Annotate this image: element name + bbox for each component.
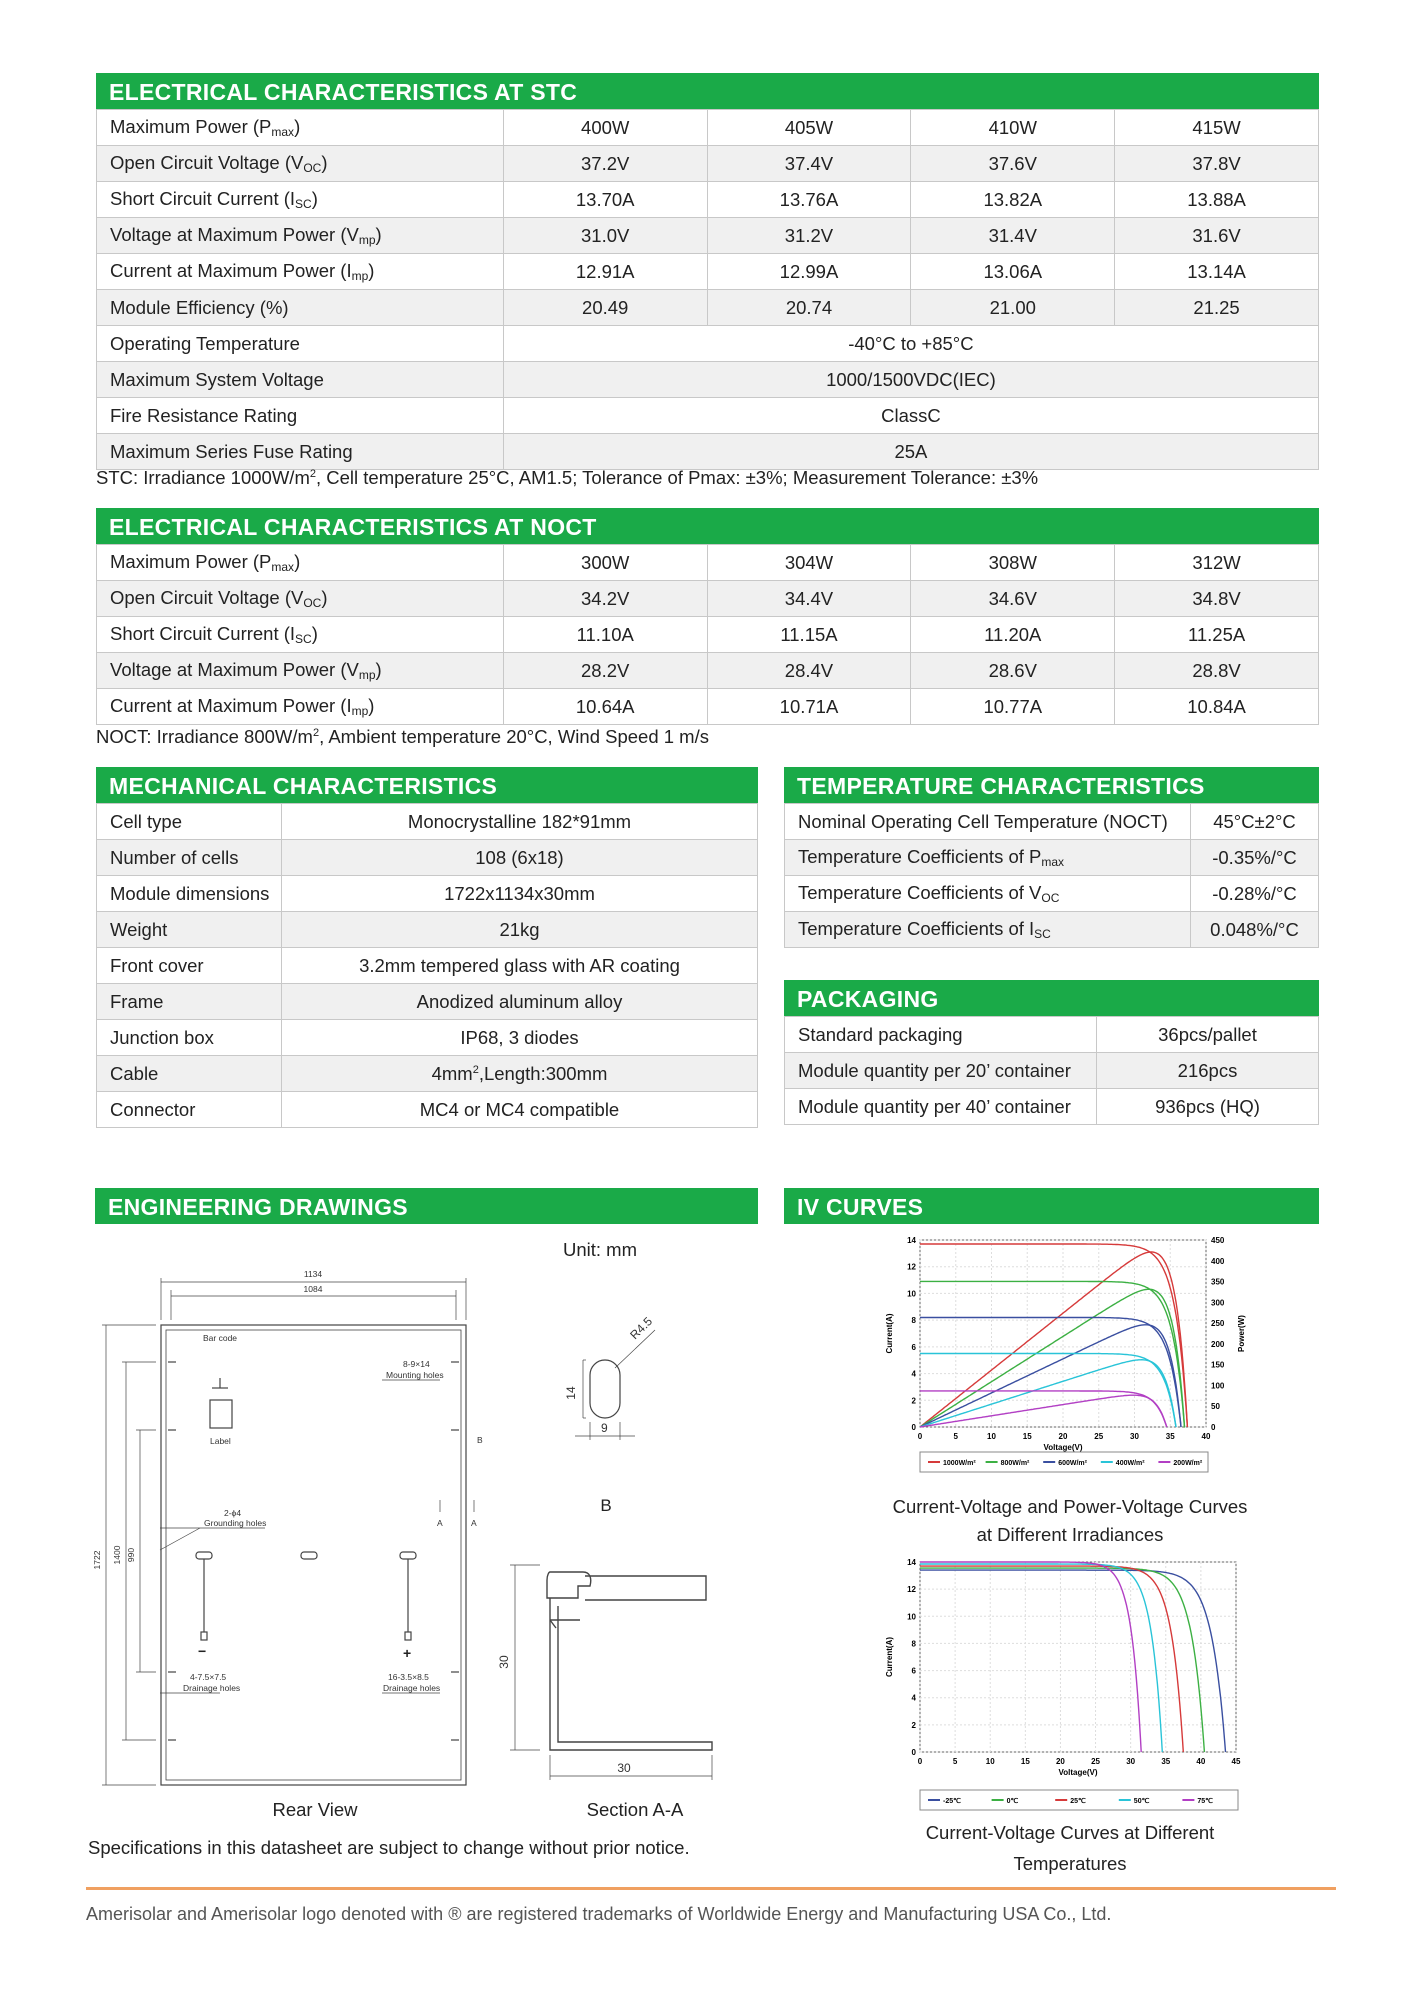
temp-section — [784, 767, 1319, 948]
chart1-caption-2: at Different Irradiances — [976, 1524, 1164, 1545]
row-label: Temperature Coefficients of $I_{SC}$ — [785, 912, 1191, 948]
value-cell: 400W — [503, 110, 707, 146]
row-label: Temperature Coefficients of $V_{OC}$ — [785, 876, 1191, 912]
value-cell: 11.15A — [707, 617, 911, 653]
value-cell: 415W — [1115, 110, 1319, 146]
y-tick-label: 14 — [907, 1558, 916, 1567]
value-cell: 410W — [911, 110, 1115, 146]
stc-table — [96, 109, 1319, 470]
y-tick-label: 4 — [911, 1693, 916, 1703]
y-tick-label: 0 — [911, 1748, 916, 1757]
row-label: Short Circuit Current $(I_{SC})$ — [97, 617, 504, 653]
value-cell: Anodized aluminum alloy — [282, 984, 758, 1020]
value-cell: 28.2V — [503, 653, 707, 689]
row-label: Operating Temperature — [97, 326, 504, 362]
table-row — [97, 362, 1319, 398]
y2-tick-label: 300 — [1211, 1298, 1225, 1308]
value-cell: Monocrystalline 182*91mm — [282, 804, 758, 840]
value-cell: 21.25 — [1115, 290, 1319, 326]
legend-label: 1000W/m² — [943, 1460, 976, 1467]
x-axis-label: Voltage(V) — [1043, 1443, 1083, 1452]
value-cell: 1722x1134x30mm — [282, 876, 758, 912]
value-cell: 12.91A — [503, 254, 707, 290]
table-row — [97, 1020, 758, 1056]
table-row — [97, 912, 758, 948]
row-label: Open Circuit Voltage $(V_{OC})$ — [97, 581, 504, 617]
y-tick-label: 8 — [911, 1316, 916, 1326]
value-cell: 11.20A — [911, 617, 1115, 653]
section-aa-caption: Section A-A — [586, 1799, 684, 1820]
bar-code-label: Bar code — [203, 1333, 238, 1343]
row-label: Open Circuit Voltage $(V_{OC})$ — [97, 146, 504, 182]
row-label: Module quantity per 40’ container — [785, 1089, 1097, 1125]
iv-irradiance-chart — [870, 1230, 1270, 1500]
row-label: Current at Maximum Power $(I_{mp})$ — [97, 689, 504, 725]
y-tick-label: 2 — [911, 1720, 916, 1730]
value-cell: 13.88A — [1115, 182, 1319, 218]
y-tick-label: 4 — [911, 1369, 916, 1379]
value-cell: 10.64A — [503, 689, 707, 725]
y-axis-label: Current(A) — [885, 1637, 894, 1677]
table-row — [97, 1056, 758, 1092]
x-tick-label: 10 — [985, 1757, 995, 1766]
iv-title: IV CURVES — [784, 1188, 1319, 1224]
iv-temperature-chart — [870, 1552, 1270, 1822]
x-tick-label: 30 — [1126, 1757, 1136, 1766]
x-tick-label: 30 — [1130, 1432, 1139, 1441]
x-tick-label: 15 — [1022, 1432, 1032, 1441]
table-row — [97, 689, 1319, 725]
value-cell: 36pcs/pallet — [1097, 1017, 1319, 1053]
x-tick-label: 40 — [1201, 1432, 1211, 1441]
value-cell: 25A — [503, 434, 1318, 470]
temp-title: TEMPERATURE CHARACTERISTICS — [784, 767, 1319, 803]
value-cell: IP68, 3 diodes — [282, 1020, 758, 1056]
x-tick-label: 5 — [952, 1757, 958, 1766]
table-row — [97, 434, 1319, 470]
pack-title: PACKAGING — [784, 980, 1319, 1016]
row-label: Temperature Coefficients of $P_{max}$ — [785, 840, 1191, 876]
chart2-caption-1: Current-Voltage Curves at Different — [925, 1822, 1215, 1843]
rear-view-caption: Rear View — [272, 1799, 358, 1820]
row-label: Current at Maximum Power $(I_{mp})$ — [97, 254, 504, 290]
x-tick-label: 45 — [1231, 1757, 1241, 1766]
noct-table — [96, 544, 1319, 725]
table-row — [785, 876, 1319, 912]
row-label: Module quantity per 20’ container — [785, 1053, 1097, 1089]
x-tick-label: 15 — [1020, 1757, 1030, 1766]
table-row — [97, 182, 1319, 218]
eng-title: ENGINEERING DRAWINGS — [95, 1188, 758, 1224]
value-cell: 13.06A — [911, 254, 1115, 290]
value-cell: MC4 or MC4 compatible — [282, 1092, 758, 1128]
y-tick-label: 10 — [907, 1289, 916, 1299]
table-row — [97, 290, 1319, 326]
y-tick-label: 2 — [911, 1396, 916, 1406]
y-tick-label: 6 — [911, 1342, 916, 1352]
x-tick-label: 35 — [1161, 1757, 1171, 1766]
noct-note: NOCT: Irradiance $800W/m^2$, Ambient temperature 20°C, Wind Speed 1 m/s — [96, 726, 709, 747]
value-cell: 0.048%/°C — [1191, 912, 1319, 948]
value-cell: 10.71A — [707, 689, 911, 725]
value-cell: 31.6V — [1115, 218, 1319, 254]
value-cell: 37.2V — [503, 146, 707, 182]
table-row — [97, 1092, 758, 1128]
value-cell: ClassC — [503, 398, 1318, 434]
table-row — [97, 218, 1319, 254]
y2-axis-label: Power(W) — [1237, 1315, 1246, 1352]
mounting-holes-label: Mounting holes — [386, 1370, 444, 1380]
detail-b-caption: B — [600, 1496, 612, 1515]
value-cell: $4mm^2,Length:300mm$ — [282, 1056, 758, 1092]
table-row — [97, 984, 758, 1020]
row-label: Maximum Power $(P_{max})$ — [97, 545, 504, 581]
table-row — [97, 581, 1319, 617]
mech-title: MECHANICAL CHARACTERISTICS — [96, 767, 758, 803]
dim-30-height: 30 — [497, 1655, 511, 1669]
dim-r45: R4.5 — [627, 1314, 656, 1343]
y-axis-label: Current(A) — [885, 1313, 894, 1354]
x-tick-label: 35 — [1165, 1432, 1175, 1441]
row-label: Cable — [97, 1056, 282, 1092]
y2-tick-label: 250 — [1211, 1319, 1225, 1329]
dim-1722: 1722 — [92, 1550, 102, 1570]
row-label: Maximum System Voltage — [97, 362, 504, 398]
value-cell: 13.14A — [1115, 254, 1319, 290]
value-cell: 20.49 — [503, 290, 707, 326]
row-label: Standard packaging — [785, 1017, 1097, 1053]
stc-title: ELECTRICAL CHARACTERISTICS AT STC — [96, 73, 1319, 109]
value-cell: 28.6V — [911, 653, 1115, 689]
legend-label: -25℃ — [943, 1798, 961, 1805]
value-cell: 216pcs — [1097, 1053, 1319, 1089]
table-row — [97, 146, 1319, 182]
x-tick-label: 20 — [1055, 1757, 1065, 1766]
row-label: Fire Resistance Rating — [97, 398, 504, 434]
noct-title: ELECTRICAL CHARACTERISTICS AT NOCT — [96, 508, 1319, 544]
value-cell: 28.8V — [1115, 653, 1319, 689]
dim-14: 14 — [564, 1386, 578, 1400]
y-tick-label: 10 — [907, 1612, 916, 1622]
value-cell: 31.2V — [707, 218, 911, 254]
value-cell: -0.28%/°C — [1191, 876, 1319, 912]
x-tick-label: 40 — [1196, 1757, 1206, 1766]
footer-rule — [86, 1887, 1336, 1890]
y2-tick-label: 150 — [1211, 1360, 1225, 1370]
noct-section — [96, 508, 1319, 725]
value-cell: -0.35%/°C — [1191, 840, 1319, 876]
detail-b-hole — [575, 1330, 655, 1440]
stc-section — [96, 73, 1319, 470]
value-cell: 304W — [707, 545, 911, 581]
y2-tick-label: 50 — [1211, 1402, 1220, 1412]
grounding-holes-label: Grounding holes — [204, 1518, 267, 1528]
table-row — [97, 804, 758, 840]
mech-table — [96, 803, 758, 1128]
chart2-caption-2: Temperatures — [1013, 1853, 1127, 1874]
dim-30-width: 30 — [617, 1761, 631, 1775]
table-row — [785, 912, 1319, 948]
table-row — [785, 1017, 1319, 1053]
table-row — [97, 398, 1319, 434]
value-cell: 45°C±2°C — [1191, 804, 1319, 840]
mark-a-left: A — [437, 1518, 443, 1528]
table-row — [97, 326, 1319, 362]
y-tick-label: 8 — [911, 1639, 916, 1649]
drainage-holes-count-1: 4-7.5×7.5 — [190, 1672, 227, 1682]
legend-label: 400W/m² — [1115, 1460, 1145, 1467]
minus-sign: − — [198, 1643, 207, 1659]
value-cell: 21kg — [282, 912, 758, 948]
y2-tick-label: 350 — [1211, 1277, 1225, 1287]
y-tick-label: 14 — [907, 1236, 916, 1245]
value-cell: 10.84A — [1115, 689, 1319, 725]
value-cell: 1000/1500VDC(IEC) — [503, 362, 1318, 398]
table-row — [97, 545, 1319, 581]
x-tick-label: 25 — [1091, 1757, 1101, 1766]
row-label: Cell type — [97, 804, 282, 840]
pack-section — [784, 980, 1319, 1125]
row-label: Voltage at Maximum Power $(V_{mp})$ — [97, 653, 504, 689]
value-cell: 12.99A — [707, 254, 911, 290]
row-label: Voltage at Maximum Power $(V_{mp})$ — [97, 218, 504, 254]
value-cell: 34.4V — [707, 581, 911, 617]
dim-1084: 1084 — [303, 1284, 323, 1294]
value-cell: 11.25A — [1115, 617, 1319, 653]
grounding-holes-count: 2-ϕ4 — [224, 1508, 242, 1518]
y2-tick-label: 450 — [1211, 1236, 1225, 1245]
x-tick-label: 0 — [917, 1757, 923, 1766]
value-cell: 28.4V — [707, 653, 911, 689]
stc-note: STC: Irradiance $1000W/m^2$, Cell temperature 25°C, AM1.5; Tolerance of Pmax: ±3%; Measurement Tolerance: ±3% — [96, 467, 1039, 488]
value-cell: 108 (6x18) — [282, 840, 758, 876]
value-cell: 37.6V — [911, 146, 1115, 182]
mark-b: B — [477, 1435, 483, 1445]
value-cell: 34.6V — [911, 581, 1115, 617]
value-cell: 20.74 — [707, 290, 911, 326]
row-label: Number of cells — [97, 840, 282, 876]
legend-label: 50℃ — [1133, 1798, 1150, 1805]
value-cell: 312W — [1115, 545, 1319, 581]
table-row — [97, 840, 758, 876]
value-cell: 405W — [707, 110, 911, 146]
mark-a-right: A — [471, 1518, 477, 1528]
y-tick-label: 6 — [911, 1666, 916, 1676]
value-cell: 34.8V — [1115, 581, 1319, 617]
value-cell: 3.2mm tempered glass with AR coating — [282, 948, 758, 984]
value-cell: 21.00 — [911, 290, 1115, 326]
dim-9: 9 — [601, 1421, 608, 1435]
table-row — [785, 1089, 1319, 1125]
table-row — [97, 948, 758, 984]
engineering-drawing — [80, 1260, 760, 1800]
table-row — [785, 1053, 1319, 1089]
row-label: Nominal Operating Cell Temperature (NOCT) — [785, 804, 1191, 840]
value-cell: 11.10A — [503, 617, 707, 653]
plot-area — [920, 1562, 1236, 1752]
value-cell: 13.70A — [503, 182, 707, 218]
value-cell: 308W — [911, 545, 1115, 581]
mounting-holes-count: 8-9×14 — [403, 1359, 430, 1369]
y-tick-label: 12 — [907, 1585, 916, 1595]
y2-tick-label: 100 — [1211, 1381, 1225, 1391]
unit-label: Unit: mm — [563, 1239, 637, 1260]
section-aa-profile — [510, 1565, 712, 1780]
value-cell: 31.0V — [503, 218, 707, 254]
chart1-caption-1: Current-Voltage and Power-Voltage Curves — [892, 1496, 1248, 1517]
label-text: Label — [210, 1436, 231, 1446]
value-cell: 13.76A — [707, 182, 911, 218]
row-label: Short Circuit Current $(I_{SC})$ — [97, 182, 504, 218]
eng-section — [95, 1188, 758, 1224]
trademark: Amerisolar and Amerisolar logo denoted with ® are registered trademarks of Worldwide Energy and Manufacturing USA Co., Ltd. — [86, 1904, 1112, 1924]
row-label: Junction box — [97, 1020, 282, 1056]
row-label: Weight — [97, 912, 282, 948]
row-label: Front cover — [97, 948, 282, 984]
disclaimer: Specifications in this datasheet are subject to change without prior notice. — [88, 1837, 690, 1858]
legend-label: 800W/m² — [1000, 1460, 1030, 1467]
panel-outline — [161, 1325, 466, 1785]
x-tick-label: 20 — [1058, 1432, 1068, 1441]
legend-label: 0℃ — [1006, 1798, 1019, 1805]
legend-label: 200W/m² — [1173, 1460, 1203, 1467]
row-label: Maximum Power $(P_{max})$ — [97, 110, 504, 146]
row-label: Module dimensions — [97, 876, 282, 912]
row-label: Maximum Series Fuse Rating — [97, 434, 504, 470]
legend-label: 75℃ — [1197, 1798, 1214, 1805]
x-tick-label: 10 — [987, 1432, 996, 1441]
x-axis-label: Voltage(V) — [1058, 1768, 1098, 1777]
value-cell: -40°C to +85°C — [503, 326, 1318, 362]
x-tick-label: 0 — [917, 1432, 923, 1441]
table-row — [97, 876, 758, 912]
drainage-holes-label-1: Drainage holes — [183, 1683, 241, 1693]
row-label: Module Efficiency (%) — [97, 290, 504, 326]
row-label: Connector — [97, 1092, 282, 1128]
row-label: Frame — [97, 984, 282, 1020]
pack-table — [784, 1016, 1319, 1125]
iv-section — [784, 1188, 1319, 1224]
y2-tick-label: 0 — [1211, 1423, 1216, 1432]
legend-label: 600W/m² — [1058, 1460, 1087, 1467]
y-tick-label: 12 — [907, 1262, 916, 1272]
value-cell: 31.4V — [911, 218, 1115, 254]
drainage-holes-label-2: Drainage holes — [383, 1683, 441, 1693]
dim-990: 990 — [126, 1547, 136, 1563]
value-cell: 37.8V — [1115, 146, 1319, 182]
y2-tick-label: 200 — [1211, 1339, 1225, 1349]
y2-tick-label: 400 — [1211, 1256, 1225, 1266]
table-row — [97, 617, 1319, 653]
table-row — [97, 254, 1319, 290]
value-cell: 300W — [503, 545, 707, 581]
x-tick-label: 5 — [953, 1432, 958, 1441]
table-row — [785, 804, 1319, 840]
dim-1134: 1134 — [303, 1269, 323, 1279]
table-row — [97, 110, 1319, 146]
temp-table — [784, 803, 1319, 948]
legend-label: 25℃ — [1070, 1798, 1086, 1805]
value-cell: 10.77A — [911, 689, 1115, 725]
y-tick-label: 0 — [911, 1423, 916, 1432]
value-cell: 34.2V — [503, 581, 707, 617]
value-cell: 936pcs (HQ) — [1097, 1089, 1319, 1125]
plus-sign: + — [403, 1645, 412, 1661]
table-row — [785, 840, 1319, 876]
value-cell: 13.82A — [911, 182, 1115, 218]
drainage-holes-count-2: 16-3.5×8.5 — [388, 1672, 429, 1682]
value-cell: 37.4V — [707, 146, 911, 182]
dim-1400: 1400 — [112, 1545, 122, 1565]
mech-section — [96, 767, 758, 1128]
x-tick-label: 25 — [1094, 1432, 1104, 1441]
table-row — [97, 653, 1319, 689]
